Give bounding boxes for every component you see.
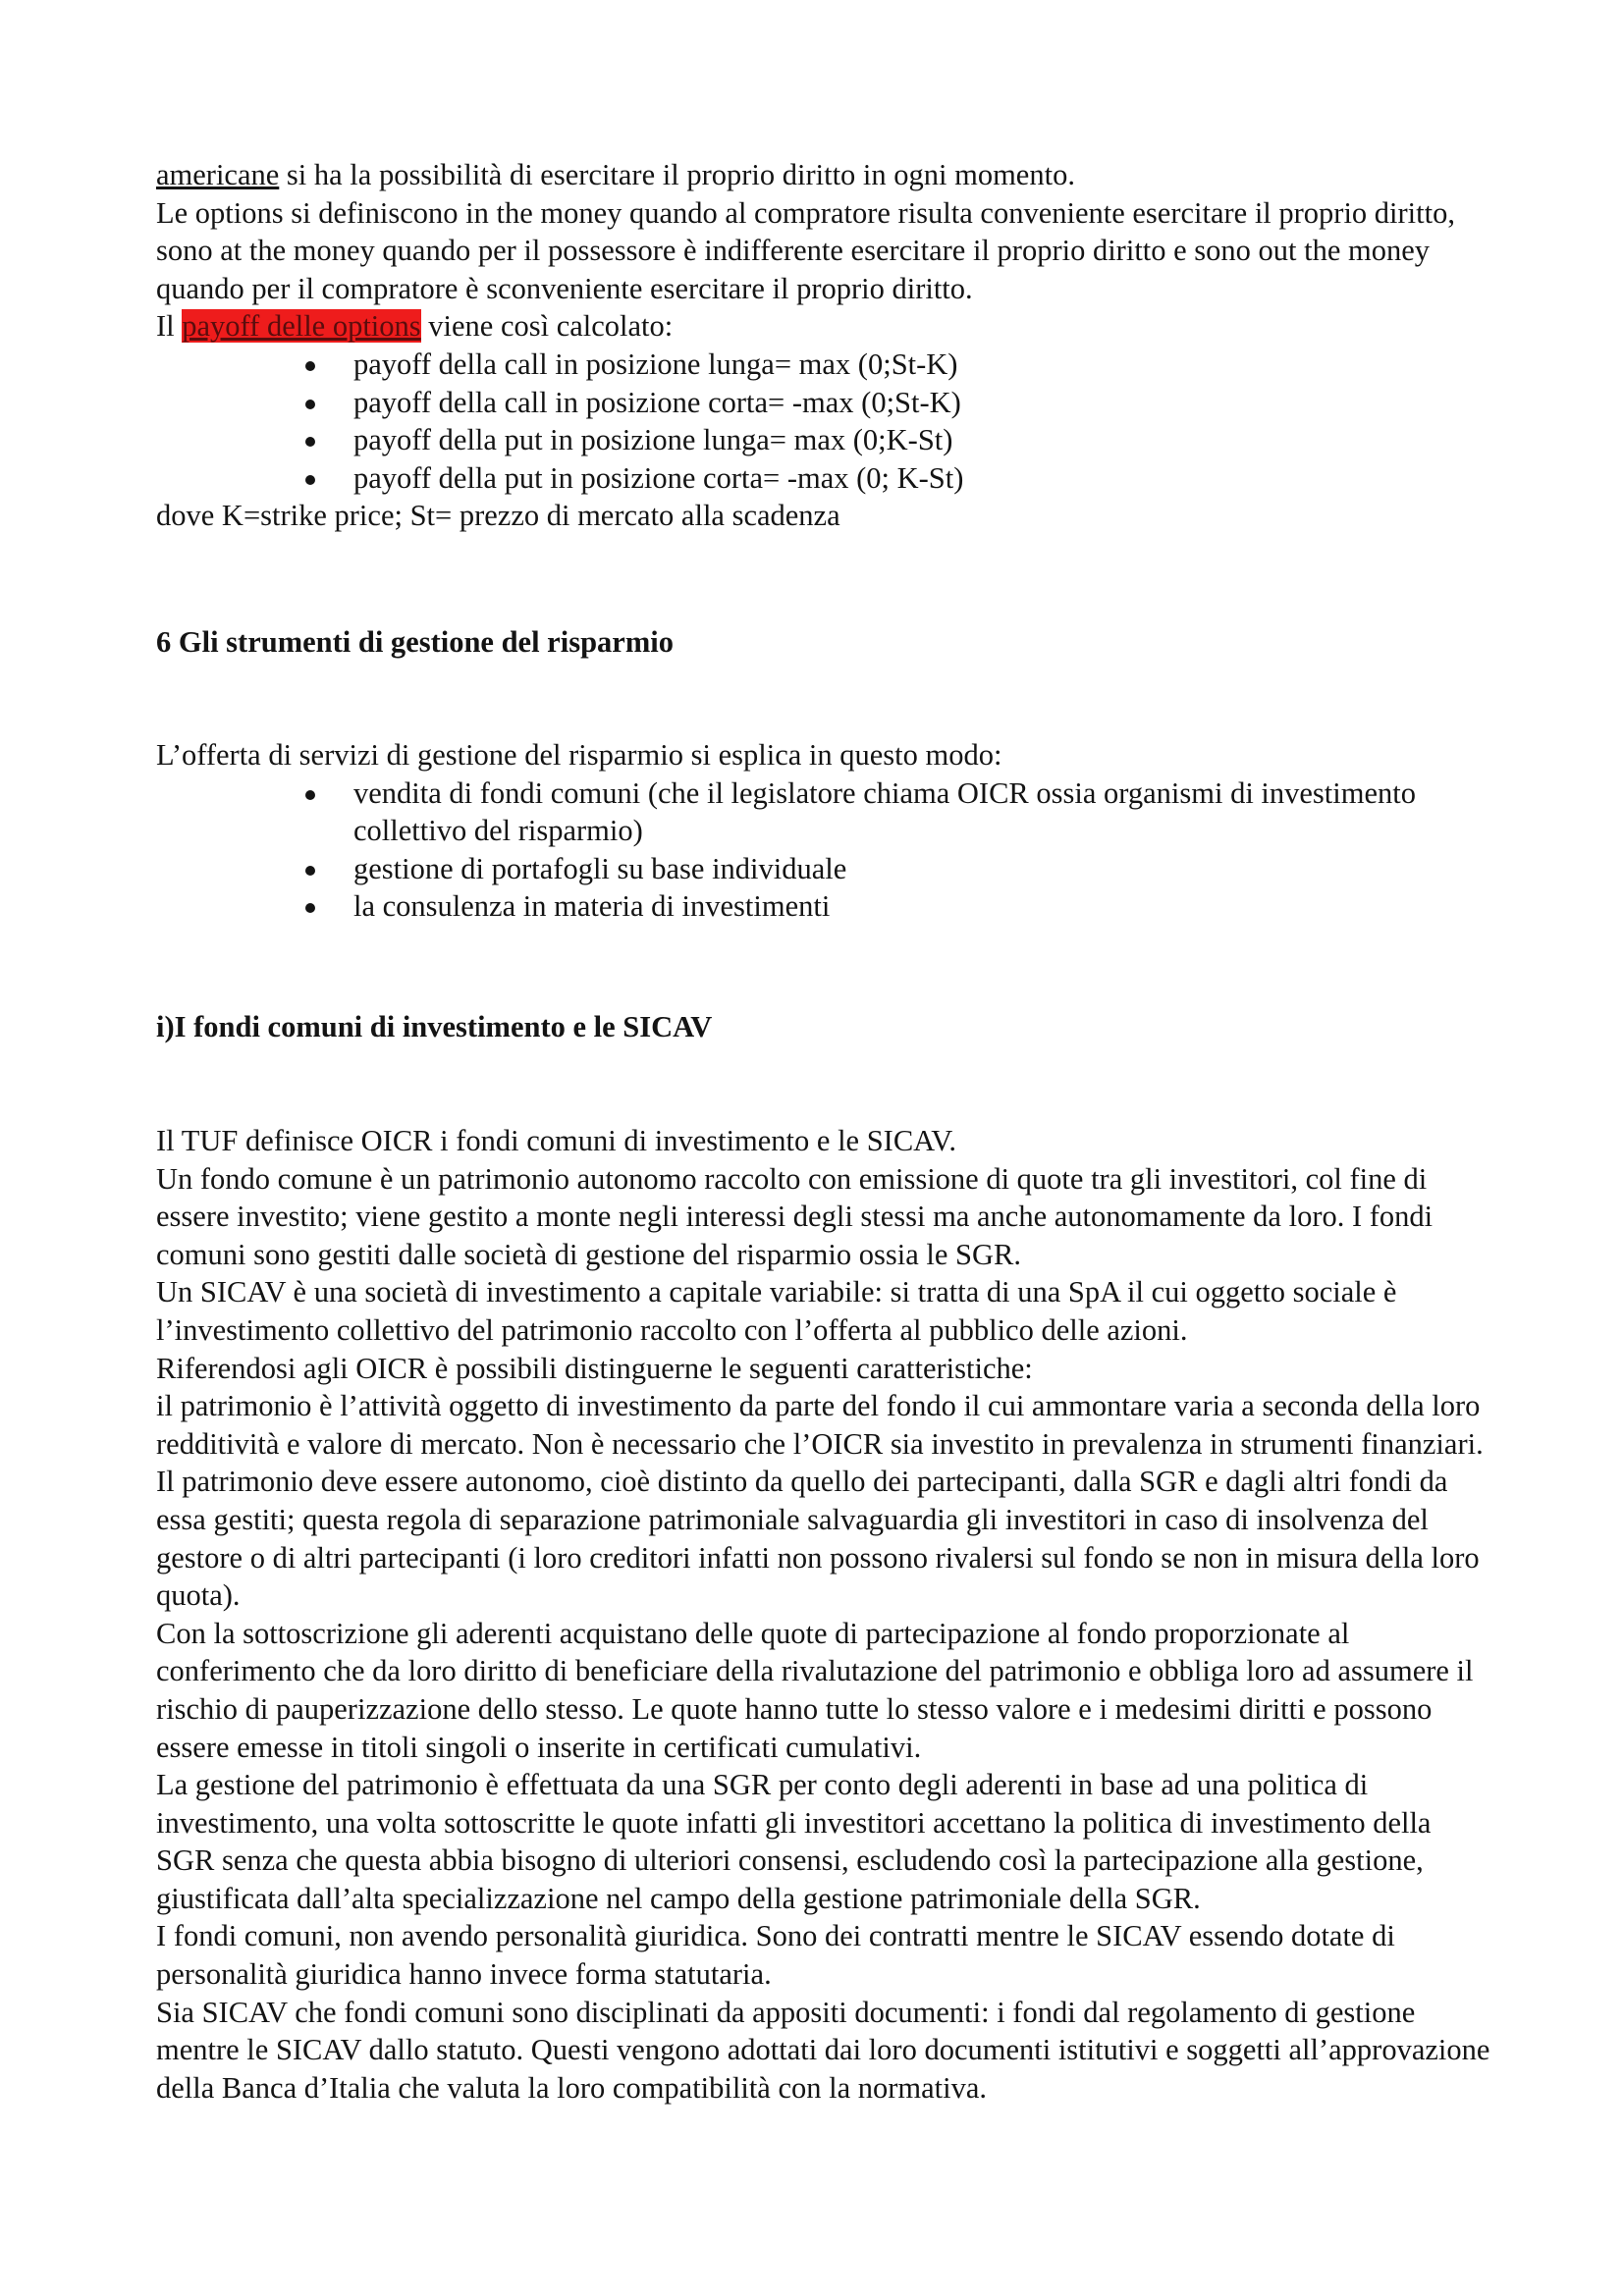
list-item [156,346,1491,384]
legend-line: dove K=strike price; St= prezzo di mercato alla scadenza [156,499,840,533]
list-item [156,421,1491,459]
list-item [156,459,1491,498]
list-item-text: vendita di fondi comuni (che il legislatore chiama OICR ossia organismi di investimento collettivo del risparmio) [353,775,1416,848]
paragraph: I fondi comuni, non avendo personalità giuridica. Sono dei contratti mentre le SICAV essendo dotate di personalità giuridica hanno invece forma statutaria. [156,1919,1395,1992]
paragraph: Un fondo comune è un patrimonio autonomo raccolto con emissione di quote tra gli investitori, col fine di essere investito; viene gestito a monte negli interessi degli stessi ma anche autonomamente da loro. I fondi comuni sono gestiti dalle società di gestione del risparmio ossia le SGR. [156,1161,1434,1271]
section-i-heading: i)I fondi comuni di investimento e le SICAV [156,1010,713,1043]
list-item [156,887,1491,926]
list-item [156,850,1491,888]
text-run: si ha la possibilità di esercitare il proprio diritto in ogni momento. [279,158,1075,191]
paragraph [156,156,1491,194]
bullet-icon [305,790,315,800]
payoff-intro [156,307,1491,346]
bullet-icon [305,400,315,409]
paragraph: Il TUF definisce OICR i fondi comuni di investimento e le SICAV. [156,1124,956,1157]
list-item-text: la consulenza in materia di investimenti [353,889,831,924]
paragraph: il patrimonio è l’attività oggetto di investimento da parte del fondo il cui ammontare varia a seconda della loro redditività e valore di mercato. Non è necessario che l’OICR sia investito in prevalenza in strumenti finanziari. Il patrimonio deve essere autonomo, cioè distinto da quello dei partecipanti, dalla SGR e dagli altri fondi da essa gestiti; questa regola di separazione patrimoniale salvaguardia gli investitori in caso di insolvenza del gestore o di altri partecipanti (i loro creditori infatti non possono rivalersi sul fondo se non in misura della loro quota). [156,1389,1484,1613]
text-run: viene così calcolato: [420,309,674,344]
section-6-body [156,736,1491,926]
bullet-icon [305,903,315,913]
list-item [156,774,1491,850]
list-item-text: gestione di portafogli su base individuale [353,851,847,885]
section-6-heading: 6 Gli strumenti di gestione del risparmio [156,625,674,659]
bullet-icon [305,866,315,876]
list-item-text: payoff della call in posizione corta= -max (0;St-K) [353,385,961,419]
americane-link[interactable]: americane [156,158,280,191]
list-item-text: payoff della call in posizione lunga= max (0;St-K) [353,347,958,381]
section-6-intro: L’offerta di servizi di gestione del risparmio si esplica in questo modo: [156,738,1002,772]
payoff-highlight-link[interactable]: payoff delle options [182,309,421,344]
list-item-text: payoff della put in posizione lunga= max (0;K-St) [353,423,953,457]
moneyness-paragraph: Le options si definiscono in the money quando al compratore risulta conveniente esercitare il proprio diritto, sono at the money quando per il possessore è indifferente esercitare il proprio diritto e sono out the money quando per il compratore è sconveniente esercitare il proprio diritto. [156,195,1455,305]
paragraph: La gestione del patrimonio è effettuata da una SGR per conto degli aderenti in base ad una politica di investimento, una volta sottoscritte le quote infatti gli investitori accettano la politica di investimento della SGR senza che questa abbia bisogno di ulteriori consensi, escludendo così la partecipazione alla gestione, giustificata dall’alta specializzazione nel campo della gestione patrimoniale della SGR. [156,1768,1432,1915]
paragraph: Riferendosi agli OICR è possibili distinguerne le seguenti caratteristiche: [156,1351,1033,1385]
bullet-icon [305,437,315,447]
section-i-body [156,1122,1491,2107]
list-item-text: payoff della put in posizione corta= -max (0; K-St) [353,460,964,495]
paragraph: Sia SICAV che fondi comuni sono disciplinati da appositi documenti: i fondi dal regolamento di gestione mentre le SICAV dallo statuto. Questi vengono adottati dai loro documenti istitutivi e soggetti all’approvazione della Banca d’Italia che valuta la loro compatibilità con la normativa. [156,1995,1490,2105]
text-run: Il [156,309,183,344]
list-item [156,384,1491,422]
paragraph: Un SICAV è una società di investimento a capitale variabile: si tratta di una SpA il cui oggetto sociale è l’investimento collettivo del patrimonio raccolto con l’offerta al pubblico delle azioni. [156,1275,1397,1347]
payoff-list [156,346,1491,497]
paragraph: Con la sottoscrizione gli aderenti acquistano delle quote di partecipazione al fondo proporzionate al conferimento che da loro diritto di beneficiare della rivalutazione del patrimonio e obbliga loro ad assumere il rischio di pauperizzazione dello stesso. Le quote hanno tutte lo stesso valore e i medesimi diritti e possono essere emesse in titoli singoli o inserite in certificati cumulativi. [156,1616,1474,1764]
bullet-icon [305,475,315,485]
services-list [156,774,1491,926]
options-continuation [156,156,1491,535]
bullet-icon [305,361,315,371]
